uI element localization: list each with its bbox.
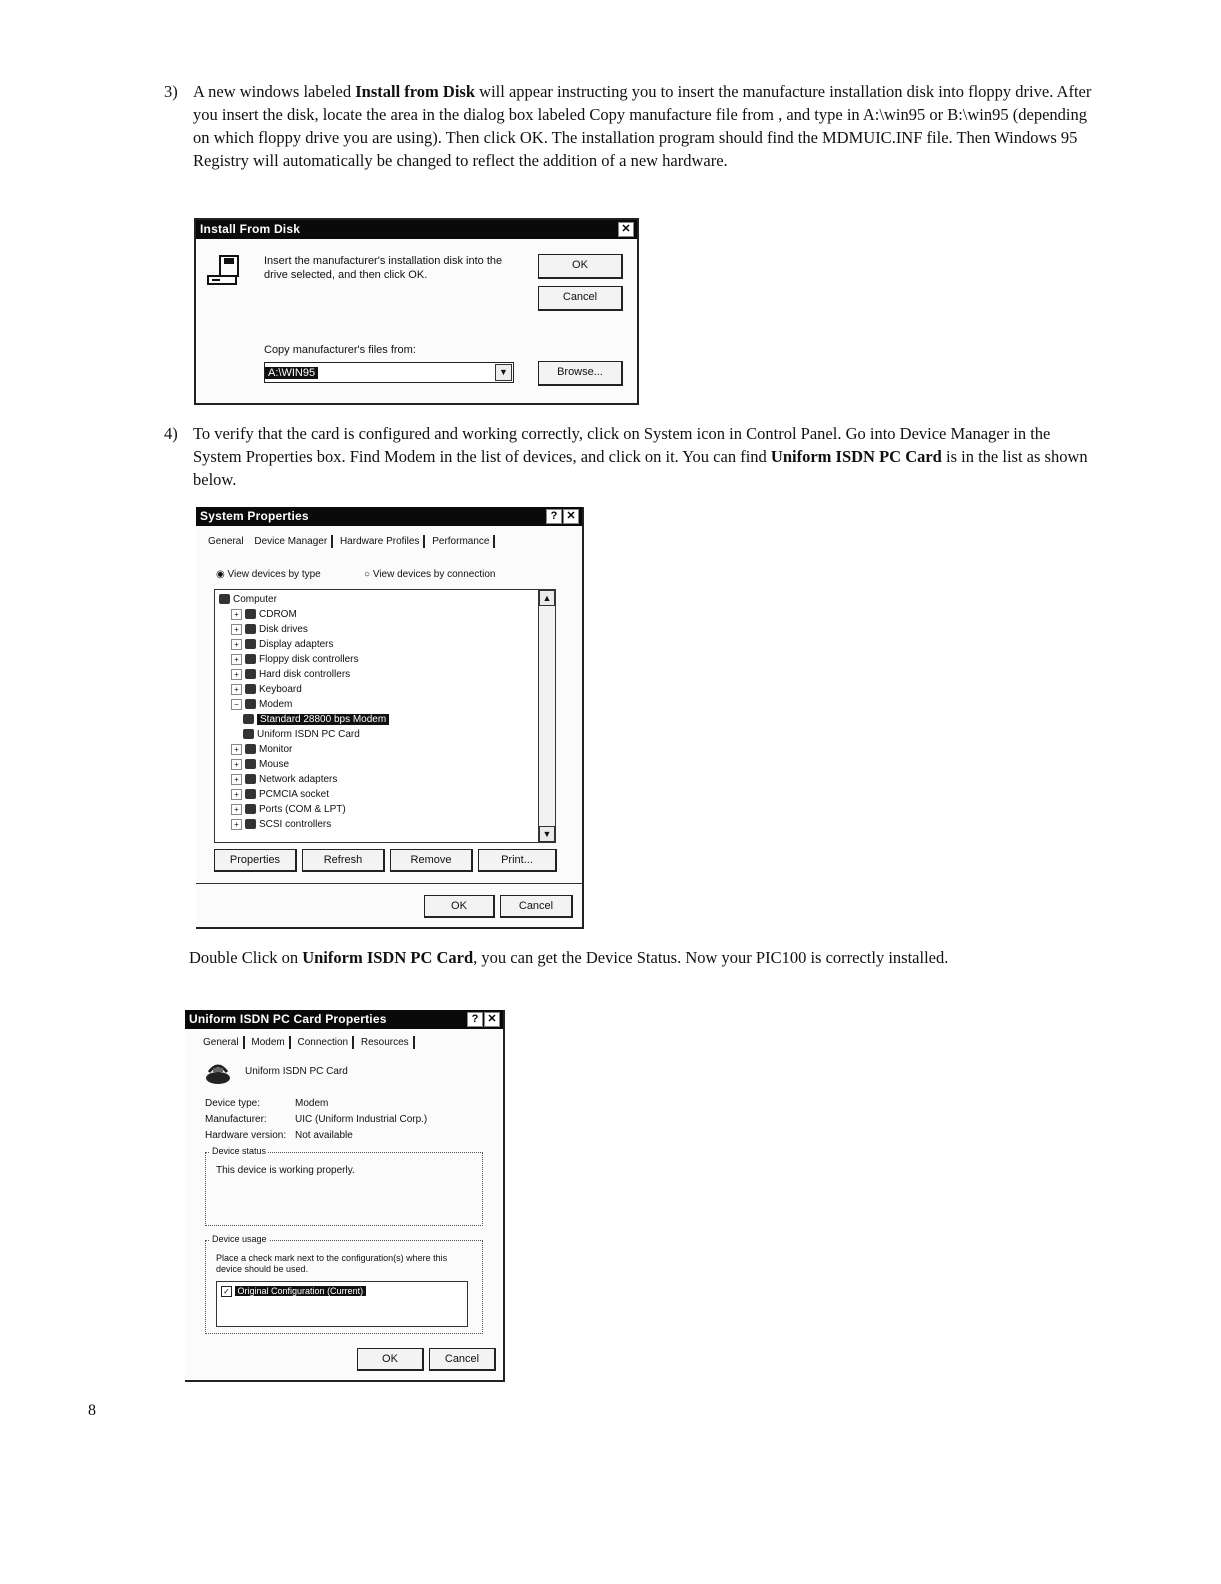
device-status-text: This device is working properly.: [216, 1165, 355, 1176]
tree-item[interactable]: [219, 772, 555, 787]
device-category-icon: [245, 624, 256, 634]
tree-item[interactable]: [219, 622, 555, 637]
refresh-button[interactable]: Refresh: [302, 849, 385, 872]
device-category-icon: [245, 789, 256, 799]
device-category-icon: [245, 669, 256, 679]
device-category-icon: [245, 684, 256, 694]
tree-item[interactable]: [219, 787, 555, 802]
hardware-version-label: Hardware version:: [205, 1130, 287, 1141]
help-icon[interactable]: ?: [546, 509, 562, 524]
dropdown-arrow-icon[interactable]: ▼: [495, 364, 512, 381]
close-icon[interactable]: ✕: [563, 509, 579, 524]
device-category-icon: [219, 594, 230, 604]
properties-button[interactable]: Properties: [214, 849, 297, 872]
install-instructions: Insert the manufacturer's installation disk into the drive selected, and then click OK.: [264, 255, 503, 281]
tab-general[interactable]: General: [199, 1036, 245, 1049]
scroll-down-icon[interactable]: ▼: [539, 826, 555, 842]
tree-item[interactable]: [219, 727, 555, 742]
device-usage-group: [205, 1234, 483, 1334]
hardware-version-value: Not available: [295, 1130, 353, 1141]
device-category-icon: [245, 774, 256, 784]
tab-connection[interactable]: Connection: [294, 1036, 355, 1049]
tree-item-label: Monitor: [259, 744, 293, 755]
uniform-isdn-term: Uniform ISDN PC Card: [770, 447, 942, 466]
device-category-icon: [243, 729, 254, 739]
step-3-paragraph: 3) A new windows labeled Install from Disk will appear instructing you to insert the manufacture installation disk into floppy drive. After you insert the disk, locate the area in the dialog box labeled Copy manufacture file from , and type in A:\win95 or B:\win95 (depending on which floppy drive you are using). Then click OK. The installation program should find the MDMUIC.INF file. Then Windows 95 Registry will automatically be changed to reflect the addition of a new hardware.: [164, 82, 1092, 170]
tree-item-label: Standard 28800 bps Modem: [257, 714, 389, 725]
cancel-button[interactable]: Cancel: [500, 895, 573, 918]
device-status-label: Device status: [212, 1146, 267, 1156]
step-3-number: 3): [164, 82, 178, 101]
tree-item[interactable]: [219, 667, 555, 682]
radio-selected-icon: ◉: [216, 569, 228, 580]
tree-item-label: SCSI controllers: [259, 819, 332, 830]
install-dialog-titlebar: Install From Disk: [196, 220, 637, 239]
tree-item-label: Floppy disk controllers: [259, 654, 359, 665]
tree-item-label: PCMCIA socket: [259, 789, 330, 800]
tree-item[interactable]: [219, 817, 555, 832]
device-category-icon: [245, 819, 256, 829]
expand-icon[interactable]: +: [231, 774, 242, 785]
device-usage-label: Device usage: [212, 1234, 267, 1244]
device-category-icon: [245, 804, 256, 814]
tree-item[interactable]: [219, 637, 555, 652]
tree-item[interactable]: [219, 652, 555, 667]
ok-button[interactable]: OK: [424, 895, 495, 918]
expand-icon[interactable]: +: [231, 744, 242, 755]
expand-icon[interactable]: +: [231, 684, 242, 695]
remove-button[interactable]: Remove: [390, 849, 473, 872]
device-category-icon: [245, 744, 256, 754]
install-from-disk-dialog: [194, 218, 639, 405]
tree-item[interactable]: [219, 682, 555, 697]
close-icon[interactable]: ✕: [484, 1012, 500, 1027]
tree-item-label: Keyboard: [259, 684, 302, 695]
collapse-icon[interactable]: −: [231, 699, 242, 710]
expand-icon[interactable]: +: [231, 819, 242, 830]
card-properties-dialog: [185, 1010, 505, 1382]
tab-device-manager[interactable]: Device Manager: [250, 535, 333, 548]
card-tabs: [199, 1036, 415, 1049]
tree-item-label: Mouse: [259, 759, 290, 770]
uniform-isdn-term: Uniform ISDN PC Card: [302, 948, 474, 967]
tree-item-label: Disk drives: [259, 624, 308, 635]
device-category-icon: [243, 714, 254, 724]
tree-item[interactable]: [219, 757, 555, 772]
device-name: Uniform ISDN PC Card: [245, 1066, 348, 1077]
expand-icon[interactable]: +: [231, 804, 242, 815]
help-icon[interactable]: ?: [467, 1012, 483, 1027]
configuration-list[interactable]: [216, 1281, 468, 1327]
system-tabs: [204, 535, 495, 548]
expand-icon[interactable]: +: [231, 759, 242, 770]
tree-item-label: Display adapters: [259, 639, 334, 650]
step-5-paragraph: Double Click on Uniform ISDN PC Card, you can get the Device Status. Now your PIC100 is correctly installed.: [189, 948, 949, 967]
radio-view-by-type[interactable]: ◉ View devices by type: [216, 569, 321, 580]
ok-button[interactable]: OK: [357, 1348, 424, 1371]
system-properties-dialog: [196, 507, 584, 929]
tree-item[interactable]: [219, 592, 555, 607]
copy-files-label: Copy manufacturer's files from:: [264, 344, 416, 356]
system-dialog-titlebar: System Properties: [196, 507, 582, 526]
manufacturer-value: UIC (Uniform Industrial Corp.): [295, 1114, 428, 1125]
expand-icon[interactable]: +: [231, 609, 242, 620]
configuration-item[interactable]: ✓ Original Configuration (Current): [221, 1286, 366, 1297]
device-tree-scrollbar[interactable]: [538, 590, 555, 842]
device-category-icon: [245, 759, 256, 769]
tree-item[interactable]: [219, 742, 555, 757]
radio-view-by-connection[interactable]: ○ View devices by connection: [364, 569, 496, 580]
cancel-button[interactable]: Cancel: [429, 1348, 496, 1371]
tree-item[interactable]: [219, 712, 555, 727]
checkbox-checked-icon[interactable]: ✓: [221, 1286, 232, 1297]
device-type-value: Modem: [295, 1098, 329, 1109]
step-4-paragraph: 4) To verify that the card is configured and working correctly, click on System icon in Control Panel. Go into Device Manager in the System Properties box. Find Modem in the list of devices, and click on it. You can find Uniform ISDN PC Card is in the list as shown below.: [164, 424, 1088, 489]
expand-icon[interactable]: +: [231, 669, 242, 680]
radio-empty-icon: ○: [364, 569, 373, 580]
tab-performance[interactable]: Performance: [428, 535, 495, 548]
ok-button[interactable]: OK: [538, 254, 623, 279]
page-number: 8: [88, 1402, 96, 1419]
device-category-icon: [245, 609, 256, 619]
floppy-disk-icon: [206, 254, 246, 286]
scroll-up-icon[interactable]: ▲: [539, 590, 555, 606]
card-dialog-titlebar: Uniform ISDN PC Card Properties: [185, 1010, 503, 1029]
modem-icon: [203, 1060, 233, 1088]
copy-files-value: A:\WIN95: [265, 367, 318, 379]
expand-icon[interactable]: +: [231, 789, 242, 800]
device-tree-rows: [215, 590, 555, 832]
tab-hardware-profiles[interactable]: Hardware Profiles: [336, 535, 425, 548]
tree-item-label: Ports (COM & LPT): [259, 804, 346, 815]
expand-icon[interactable]: +: [231, 639, 242, 650]
copy-files-input[interactable]: [264, 362, 514, 383]
tree-item-label: Uniform ISDN PC Card: [257, 729, 360, 740]
tree-item[interactable]: [219, 802, 555, 817]
close-icon[interactable]: ✕: [618, 222, 634, 237]
device-status-group: [205, 1146, 483, 1226]
tree-item-label: Computer: [233, 594, 277, 605]
tree-item[interactable]: [219, 607, 555, 622]
tree-item-label: Modem: [259, 699, 293, 710]
print-button[interactable]: Print...: [478, 849, 557, 872]
browse-button[interactable]: Browse...: [538, 361, 623, 386]
device-category-icon: [245, 699, 256, 709]
tree-item-label: Hard disk controllers: [259, 669, 351, 680]
device-type-label: Device type:: [205, 1098, 261, 1109]
tab-resources[interactable]: Resources: [357, 1036, 415, 1049]
tab-modem[interactable]: Modem: [247, 1036, 290, 1049]
install-from-disk-term: Install from Disk: [355, 82, 476, 101]
cancel-button[interactable]: Cancel: [538, 286, 623, 311]
step-4-number: 4): [164, 424, 178, 443]
expand-icon[interactable]: +: [231, 624, 242, 635]
device-category-icon: [245, 654, 256, 664]
manufacturer-label: Manufacturer:: [205, 1114, 267, 1125]
expand-icon[interactable]: +: [231, 654, 242, 665]
device-category-icon: [245, 639, 256, 649]
device-usage-text: Place a check mark next to the configuration(s) where this device should be used.: [216, 1253, 448, 1274]
tab-general[interactable]: General: [208, 536, 244, 547]
tree-item[interactable]: [219, 697, 555, 712]
divider: [196, 883, 582, 884]
tree-item-label: Network adapters: [259, 774, 338, 785]
device-tree[interactable]: [214, 589, 556, 843]
tree-item-label: CDROM: [259, 609, 297, 620]
